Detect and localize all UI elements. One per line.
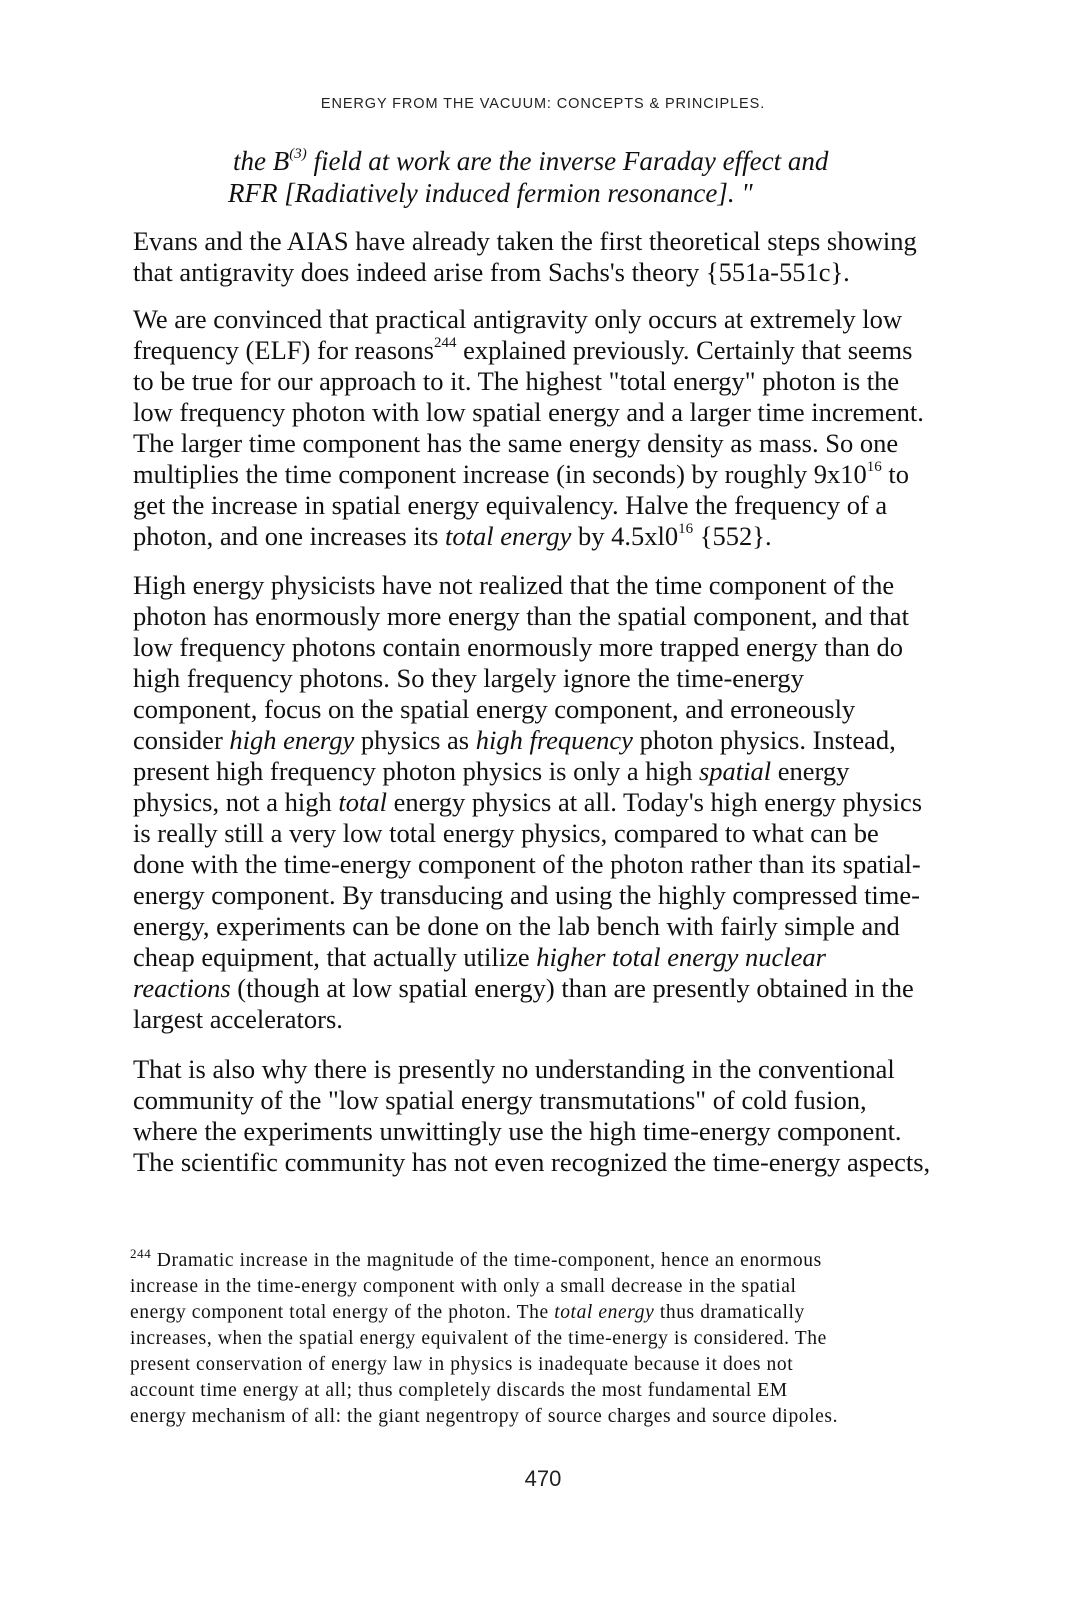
footnote-line	[130, 1245, 960, 1274]
emphasis: reactions	[133, 973, 231, 1003]
footnote-marker: 244	[130, 1245, 152, 1261]
text-line	[133, 787, 963, 818]
text-segment: frequency (ELF) for reasons	[133, 335, 434, 365]
text-line	[133, 725, 963, 756]
text-line: That is also why there is presently no understanding in the conventional	[133, 1054, 895, 1084]
text-segment: energy	[771, 756, 850, 786]
running-header: ENERGY FROM THE VACUUM: CONCEPTS & PRINCIPLES.	[320, 96, 766, 112]
text-line: get the increase in spatial energy equivalency. Halve the frequency of a	[133, 490, 888, 520]
footnote-line: energy mechanism of all: the giant negentropy of source charges and source dipoles.	[130, 1406, 839, 1427]
text-line: We are convinced that practical antigravity only occurs at extremely low	[133, 304, 902, 334]
paragraph-2	[133, 304, 963, 552]
footnote-reference[interactable]: 244	[433, 335, 457, 352]
footnote-line	[130, 1300, 960, 1326]
text-line: low frequency photons contain enormously more trapped energy than do	[133, 632, 904, 662]
text-segment: physics, not a high	[133, 787, 339, 817]
text-line: component, focus on the spatial energy component, and erroneously	[133, 694, 856, 724]
text-segment: to	[881, 459, 909, 489]
text-line: energy component. By transducing and using the highly compressed time-	[133, 880, 920, 910]
emphasis: high energy	[229, 725, 355, 755]
page-number: 470	[524, 1466, 562, 1491]
text-segment: photon, and one increases its	[133, 521, 446, 551]
text-line: The scientific community has not even recognized the time-energy aspects,	[133, 1147, 931, 1177]
text-line: done with the time-energy component of the photon rather than its spatial-	[133, 849, 921, 879]
paragraph-4	[133, 1054, 963, 1178]
text-line: community of the "low spatial energy transmutations" of cold fusion,	[133, 1085, 867, 1115]
text-line	[133, 459, 963, 490]
superscript: 16	[866, 459, 882, 476]
text-line: The larger time component has the same energy density as mass. So one	[133, 428, 899, 458]
text-segment: energy component total energy of the photon. The	[130, 1302, 555, 1323]
text-segment: cheap equipment, that actually utilize	[133, 942, 537, 972]
footnote-244	[130, 1245, 960, 1430]
quote-line: RFR [Radiatively induced fermion resonance]. "	[228, 178, 753, 208]
text-segment: physics as	[354, 725, 476, 755]
quote-text: field at work are the inverse Faraday effect and	[306, 146, 829, 176]
text-line	[133, 756, 963, 787]
quote-line	[228, 145, 928, 177]
text-line	[133, 335, 963, 366]
text-line: photon has enormously more energy than the spatial component, and that	[133, 601, 909, 631]
text-segment: thus dramatically	[654, 1302, 805, 1323]
text-line	[133, 521, 963, 552]
text-segment: multiplies the time component increase (in seconds) by roughly 9x10	[133, 459, 867, 489]
text-line: High energy physicists have not realized that the time component of the	[133, 570, 895, 600]
text-segment: {552}.	[693, 521, 772, 551]
text-segment: present high frequency photon physics is only a high	[133, 756, 699, 786]
text-line: energy, experiments can be done on the lab bench with fairly simple and	[133, 911, 900, 941]
text-segment: energy physics at all. Today's high energy physics	[386, 787, 923, 817]
text-segment: Dramatic increase in the magnitude of the time-component, hence an enormous	[151, 1250, 822, 1271]
text-segment: consider	[133, 725, 230, 755]
text-line: where the experiments unwittingly use the high time-energy component.	[133, 1116, 902, 1146]
emphasis: total energy	[445, 521, 572, 551]
block-quote	[228, 145, 928, 209]
text-segment: photon physics. Instead,	[632, 725, 896, 755]
text-segment: by 4.5xl0	[571, 521, 679, 551]
text-line: low frequency photon with low spatial energy and a larger time increment.	[133, 397, 924, 427]
text-segment: (though at low spatial energy) than are presently obtained in the	[230, 973, 914, 1003]
paragraph-1	[133, 226, 963, 288]
emphasis: high frequency	[475, 725, 633, 755]
emphasis: higher total energy nuclear	[536, 942, 826, 972]
emphasis: spatial	[698, 756, 772, 786]
footnote-line: increase in the time-energy component with only a small decrease in the spatial	[130, 1276, 797, 1297]
superscript: 16	[678, 521, 694, 538]
text-line	[133, 942, 963, 973]
paragraph-3	[133, 570, 963, 1035]
text-line: that antigravity does indeed arise from Sachs's theory {551a-551c}.	[133, 257, 850, 287]
text-segment: explained previously. Certainly that seems	[456, 335, 913, 365]
superscript: (3)	[289, 146, 307, 162]
emphasis: total energy	[554, 1302, 655, 1323]
quote-text: the B	[233, 146, 290, 176]
text-line	[133, 973, 963, 1004]
text-line: Evans and the AIAS have already taken the first theoretical steps showing	[133, 226, 917, 256]
text-line: largest accelerators.	[133, 1004, 343, 1034]
footnote-line: present conservation of energy law in physics is inadequate because it does not	[130, 1354, 794, 1375]
text-line: high frequency photons. So they largely ignore the time-energy	[133, 663, 804, 693]
emphasis: total	[338, 787, 387, 817]
text-line: is really still a very low total energy physics, compared to what can be	[133, 818, 879, 848]
text-line: to be true for our approach to it. The highest "total energy" photon is the	[133, 366, 900, 396]
footnote-line: increases, when the spatial energy equivalent of the time-energy is considered. The	[130, 1328, 827, 1349]
footnote-line: account time energy at all; thus completely discards the most fundamental EM	[130, 1380, 788, 1401]
